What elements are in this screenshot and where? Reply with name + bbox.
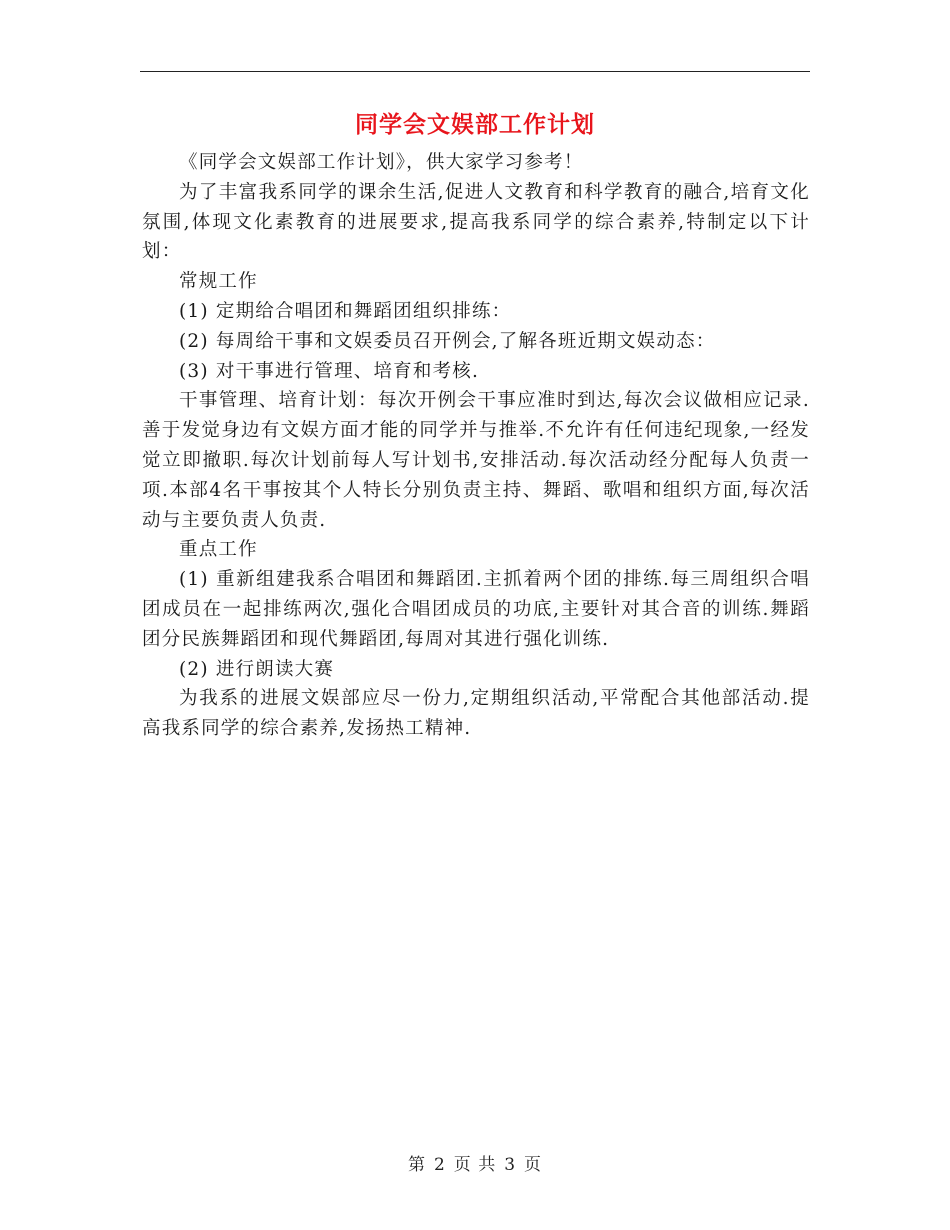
footer-current-page: 2 — [433, 1155, 446, 1175]
paragraph-staff-plan: 干事管理、培育计划：每次开例会干事应准时到达,每次会议做相应记录.善于发觉身边有文娱方面才能的同学并与推举.不允许有任何违纪现象,一经发觉立即撤职.每次计划前每人写计划书,安排活动.每次活动经分配每人负责一项.本部4名干事按其个人特长分别负责主持、舞蹈、歌唱和组织方面,每次活动与主要负责人负责. — [142, 390, 810, 531]
heading-routine-work: 常规工作 — [179, 271, 258, 293]
document-body — [142, 148, 810, 744]
footer-prefix: 第 — [407, 1155, 426, 1175]
heading-key-work: 重点工作 — [179, 539, 258, 561]
list-item-key-2: (2) 进行朗读大赛 — [179, 658, 335, 680]
header-rule — [140, 71, 810, 72]
footer-mid: 页 共 — [453, 1155, 497, 1175]
page-footer — [0, 1152, 950, 1178]
list-item-key-1: (1) 重新组建我系合唱团和舞蹈团.主抓着两个团的排练.每三周组织合唱团成员在一起排练两次,强化合唱团成员的功底,主要针对其合音的训练.舞蹈团分民族舞蹈团和现代舞蹈团,每周对其进行强化训练. — [142, 569, 810, 650]
paragraph-intro: 《同学会文娱部工作计划》，供大家学习参考！ — [179, 152, 584, 173]
list-item-routine-2: (2) 每周给干事和文娱委员召开例会,了解各班近期文娱动态： — [179, 330, 716, 352]
footer-suffix: 页 — [524, 1155, 543, 1175]
paragraph-closing: 为我系的进展文娱部应尽一份力,定期组织活动,平常配合其他部活动.提高我系同学的综合素养,发扬热工精神. — [142, 688, 810, 740]
list-item-routine-3: (3) 对干事进行管理、培育和考核. — [179, 360, 480, 382]
document-title: 同学会文娱部工作计划 — [355, 111, 595, 138]
paragraph-purpose: 为了丰富我系同学的课余生活,促进人文教育和科学教育的融合,培育文化氛围,体现文化素教育的进展要求,提高我系同学的综合素养,特制定以下计划： — [142, 181, 810, 263]
footer-total-pages: 3 — [504, 1155, 517, 1175]
list-item-routine-1: (1) 定期给合唱团和舞蹈团组织排练： — [179, 300, 512, 322]
